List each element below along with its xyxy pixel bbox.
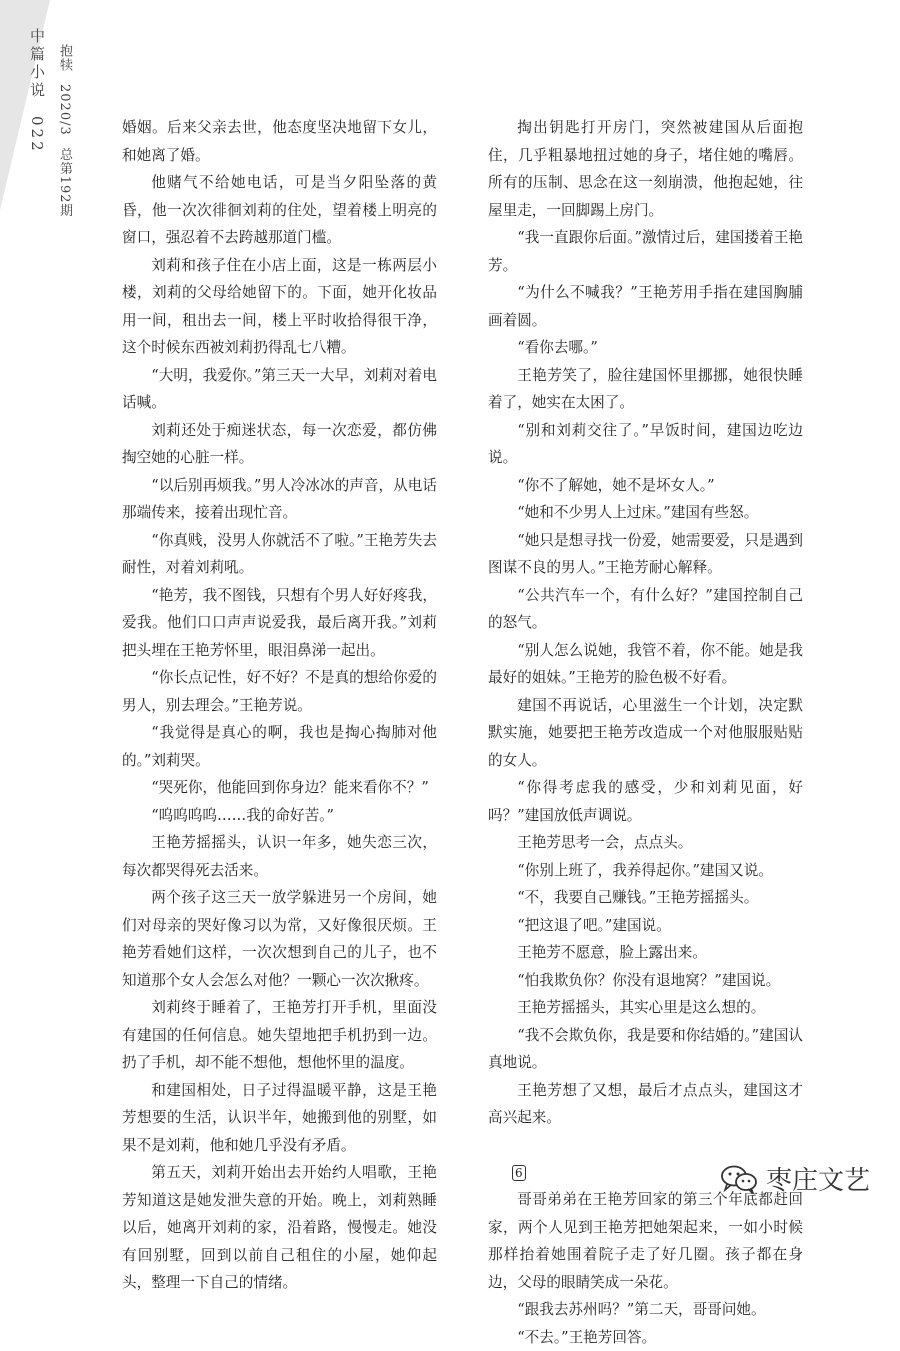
paragraph: “哭死你，他能回到你身边？能来看你不？”	[122, 774, 437, 802]
sidebar-rail	[20, 28, 48, 154]
paragraph: 王艳芳摇摇头，其实心里是这么想的。	[488, 994, 803, 1022]
paragraph: “别人怎么说她，我管不着，你不能。她是我最好的姐妹。”王艳芳的脸色极不好看。	[488, 637, 803, 692]
section-number: 6	[512, 1165, 526, 1181]
paragraph: 王艳芳笑了，脸往建国怀里挪挪，她很快睡着了，她实在太困了。	[488, 362, 803, 417]
paragraph: “你别上班了，我养得起你。”建国又说。	[488, 857, 803, 885]
total-issue: 总第192期	[57, 148, 72, 218]
paragraph: “呜呜呜呜……我的命好苦。”	[122, 802, 437, 830]
paragraph: “你长点记性，好不好？不是真的想给你爱的男人，别去理会。”王艳芳说。	[122, 664, 437, 719]
watermark-label: 枣庄文艺	[766, 1160, 870, 1197]
paragraph: “别和刘莉交往了。”早饭时间，建国边吃边说。	[488, 417, 803, 472]
paragraph: “怕我欺负你？你没有退地窝？”建国说。	[488, 967, 803, 995]
paragraph: 第五天，刘莉开始出去开始约人唱歌，王艳芳知道这是她发泄失意的开始。晚上，刘莉熟睡以后，她离开刘莉的家，沿着路，慢慢走。她没有回别墅，回到以前自己租住的小屋，她仰起头，整理一下自己的情绪。	[122, 1159, 437, 1297]
paragraph: 两个孩子这三天一放学躲进另一个房间，她们对母亲的哭好像习以为常，又好像很厌烦。王艳芳看她们这样，一次次想到自己的儿子，也不知道那个女人会怎么对他？一颗心一次次揪疼。	[122, 884, 437, 994]
paragraph: “我一直跟你后面。”激情过后，建国搂着王艳芳。	[488, 224, 803, 279]
paragraph: 刘莉终于睡着了，王艳芳打开手机，里面没有建国的任何信息。她失望地把手机扔到一边。扔了手机，却不能不想他，想他怀里的温度。	[122, 994, 437, 1077]
section-gap	[488, 1132, 803, 1159]
paragraph: “大明，我爱你。”第三天一大早，刘莉对着电话喊。	[122, 362, 437, 417]
page-number: 022	[28, 116, 46, 154]
paragraph: 他赌气不给她电话，可是当夕阳坠落的黄昏，他一次次徘徊刘莉的住处，望着楼上明亮的窗口，强忍着不去跨越那道门槛。	[122, 169, 437, 252]
journal-title: 抱犊	[57, 44, 72, 72]
left-column	[122, 114, 437, 1297]
paragraph: “她只是想寻找一份爱，她需要爱，只是遇到图谋不良的男人。”王艳芳耐心解释。	[488, 527, 803, 582]
paragraph: “为什么不喊我？”王艳芳用手指在建国胸脯画着圆。	[488, 279, 803, 334]
watermark	[720, 1160, 870, 1197]
paragraph: “你真贱，没男人你就活不了啦。”王艳芳失去耐性，对着刘莉吼。	[122, 527, 437, 582]
paragraph: 王艳芳想了又想，最后才点点头，建国这才高兴起来。	[488, 1077, 803, 1132]
paragraph: “我觉得是真心的啊，我也是掏心掏肺对他的。”刘莉哭。	[122, 719, 437, 774]
paragraph: “跟我去苏州吗？”第二天，哥哥问她。	[488, 1296, 803, 1324]
paragraph: “把这退了吧。”建国说。	[488, 912, 803, 940]
paragraph: 掏出钥匙打开房门，突然被建国从后面抱住，几乎粗暴地扭过她的身子，堵住她的嘴唇。所有的压制、思念在这一刻崩溃，他抱起她，往屋里走，一回脚踢上房门。	[488, 114, 803, 224]
wechat-icon	[720, 1164, 758, 1194]
paragraph: “看你去哪。”	[488, 334, 803, 362]
issue-year: 2020/3	[57, 84, 72, 136]
paragraph: 和建国相处，日子过得温暖平静，这是王艳芳想要的生活，认识半年，她搬到他的别墅，如果不是刘莉，他和她几乎没有矛盾。	[122, 1077, 437, 1160]
paragraph: “不，我要自己赚钱。”王艳芳摇摇头。	[488, 884, 803, 912]
paragraph: 哥哥弟弟在王艳芳回家的第三个年底都赶回家，两个人见到王艳芳把她架起来，一如小时候那样抬着她围着院子走了好几圈。孩子都在身边，父母的眼睛笑成一朵花。	[488, 1186, 803, 1296]
paragraph: “不去。”王艳芳回答。	[488, 1324, 803, 1351]
issue-info	[52, 44, 74, 218]
paragraph: 王艳芳摇摇头，认识一年多，她失恋三次，每次都哭得死去活来。	[122, 829, 437, 884]
paragraph: “我不会欺负你，我是要和你结婚的。”建国认真地说。	[488, 1022, 803, 1077]
paragraph: 婚姻。后来父亲去世，他态度坚决地留下女儿，和她离了婚。	[122, 114, 437, 169]
paragraph: 刘莉还处于痴迷状态，每一次恋爱，都仿佛掏空她的心脏一样。	[122, 417, 437, 472]
paragraph: “艳芳，我不图钱，只想有个男人好好疼我，爱我。他们口口声声说爱我，最后离开我。”刘莉把头埋在王艳芳怀里，眼泪鼻涕一起出。	[122, 582, 437, 665]
paragraph: “公共汽车一个，有什么好？”建国控制自己的怒气。	[488, 582, 803, 637]
paragraph: “以后别再烦我。”男人冷冰冰的声音，从电话那端传来，接着出现忙音。	[122, 472, 437, 527]
paragraph: 刘莉和孩子住在小店上面，这是一栋两层小楼，刘莉的父母给她留下的。下面，她开化妆品用一间，租出去一间，楼上平时收拾得很干净，这个时候东西被刘莉扔得乱七八糟。	[122, 252, 437, 362]
paragraph: “她和不少男人上过床。”建国有些怒。	[488, 499, 803, 527]
paragraph: 王艳芳不愿意，脸上露出来。	[488, 939, 803, 967]
paragraph: “你得考虑我的感受，少和刘莉见面，好吗？”建国放低声调说。	[488, 774, 803, 829]
paragraph: 王艳芳思考一会，点点头。	[488, 829, 803, 857]
paragraph: “你不了解她，她不是坏女人。”	[488, 472, 803, 500]
paragraph: 建国不再说话，心里滋生一个计划，决定默默实施，她要把王艳芳改造成一个对他服服贴贴的女人。	[488, 692, 803, 775]
section-label: 中篇小说	[28, 28, 46, 100]
